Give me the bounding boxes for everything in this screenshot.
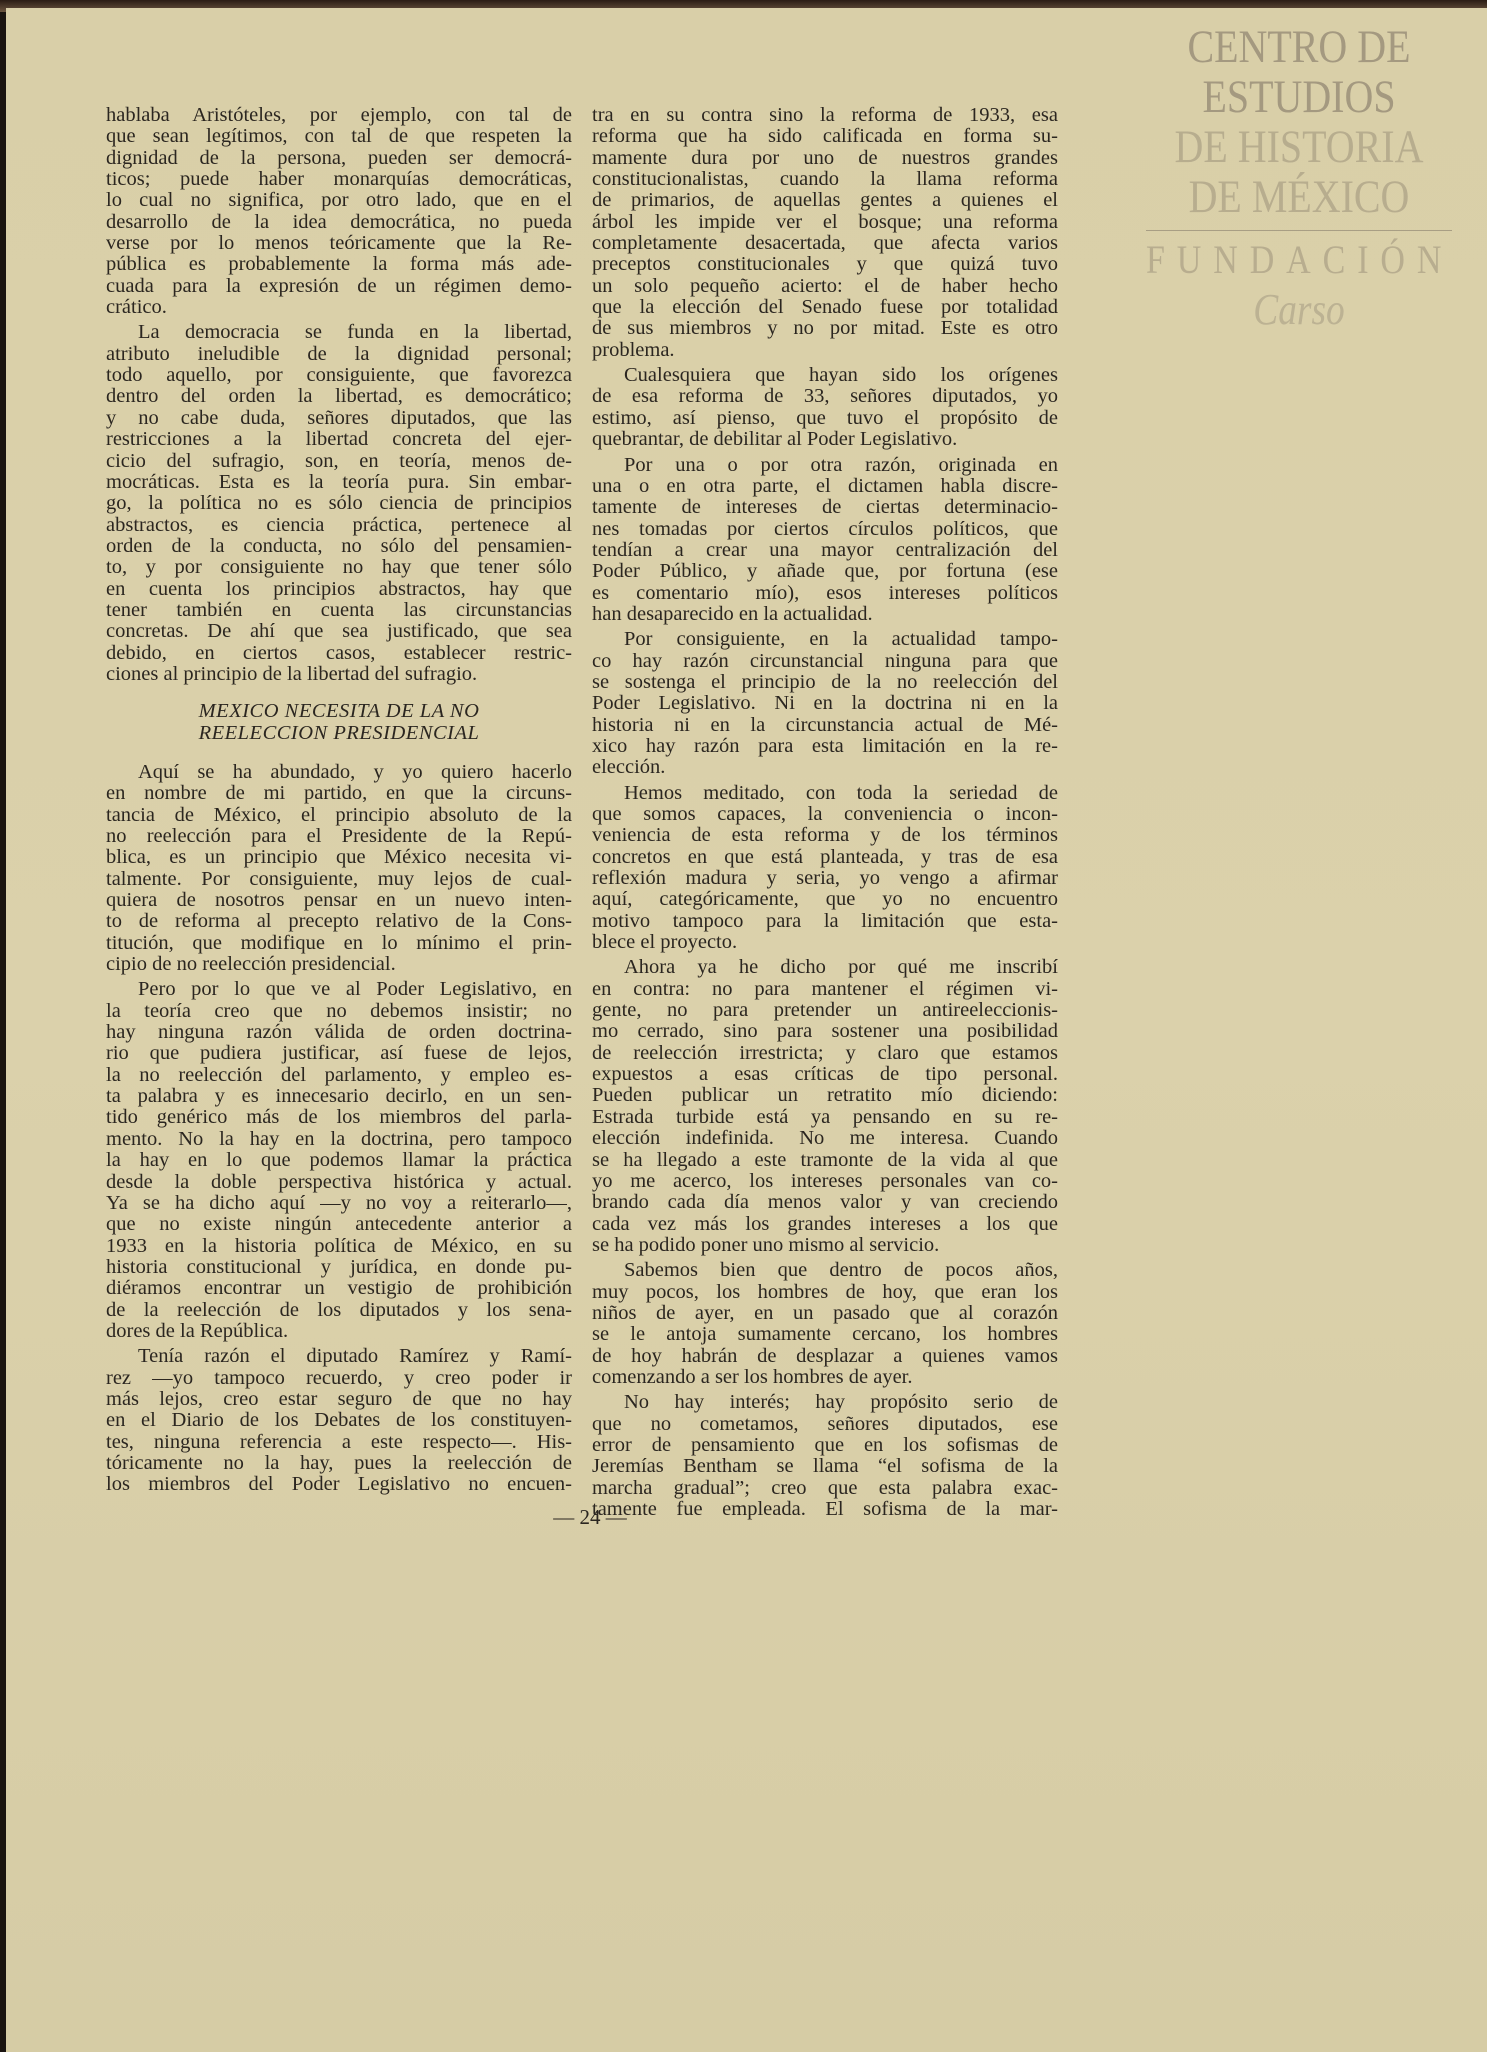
- text-line: tamente de intereses de ciertas determinacio-: [592, 496, 1058, 519]
- text-line: Por consiguiente, en la actualidad tampo-: [624, 628, 1058, 651]
- text-line: gente, no para pretender un antireeleccionis-: [592, 999, 1058, 1022]
- watermark-line: DE MÉXICO: [1188, 171, 1410, 223]
- text-line: quiera de nosotros pensar en un nuevo inten-: [106, 889, 572, 912]
- paragraph: [106, 979, 572, 1342]
- text-line: Poder Legislativo. Ni en la doctrina ni en la: [592, 692, 1058, 715]
- text-line: dentro del orden la libertad, es democrático;: [106, 385, 572, 408]
- text-line: la teoría creo que no debemos insistir; no: [106, 999, 572, 1022]
- text-line: cuada para la expresión de un régimen demo-: [106, 274, 572, 297]
- text-line: orden de la conducta, no sólo del pensamien-: [106, 534, 572, 557]
- text-line: rez —yo tampoco recuerdo, y creo poder ir: [106, 1366, 572, 1389]
- text-line: tener también en cuenta las circunstancias: [106, 598, 572, 621]
- text-line: nes tomadas por ciertos círculos políticos, que: [592, 517, 1058, 540]
- text-line: niños de ayer, en un pasado que al corazón: [592, 1301, 1058, 1324]
- text-line: mamente dura por uno de nuestros grandes: [592, 146, 1058, 169]
- text-line: en nombre de mi partido, en que la circuns-: [106, 782, 572, 805]
- text-line: problema.: [592, 338, 675, 361]
- text-line: Pueden publicar un retratito mío diciendo:: [592, 1084, 1058, 1107]
- watermark-line: FUNDACIÓN: [1146, 237, 1454, 282]
- text-line: Poder Público, y añade que, por fortuna (ese: [592, 560, 1058, 583]
- text-line: tido genérico más de los miembros del parla-: [106, 1106, 572, 1129]
- text-line: comenzando a ser los hombres de ayer.: [592, 1365, 913, 1388]
- text-line: cicio del sufragio, son, en teoría, menos de-: [106, 449, 572, 472]
- text-line: se sostenga el principio de la no reelección del: [592, 670, 1058, 693]
- text-line: todo aquello, por consiguiente, que favorezca: [106, 364, 572, 387]
- text-line: Cualesquiera que hayan sido los orígenes: [624, 364, 1058, 387]
- text-line: reforma que ha sido calificada en forma su-: [592, 125, 1058, 148]
- text-line: cada vez más los grandes intereses a los que: [592, 1212, 1058, 1235]
- text-line: Sabemos bien que dentro de pocos años,: [624, 1259, 1058, 1282]
- text-line: de sus miembros y no por mitad. Este es otro: [592, 317, 1058, 340]
- text-line: expuestos a esas críticas de tipo personal.: [592, 1063, 1058, 1086]
- text-line: restricciones a la libertad concreta del ejer-: [106, 428, 572, 451]
- text-line: un solo pequeño acierto: el de haber hecho: [592, 274, 1058, 297]
- text-line: historia constitucional y jurídica, en donde pu-: [106, 1255, 572, 1278]
- text-line: que somos capaces, la conveniencia o incon-: [592, 803, 1058, 825]
- text-line: en cuenta los principios abstractos, hay que: [106, 577, 572, 600]
- text-line: mento. No la hay en la doctrina, pero tampoco: [106, 1127, 572, 1150]
- text-line: 1933 en la historia política de México, en su: [106, 1234, 572, 1257]
- text-line: más lejos, creo estar seguro de que no hay: [106, 1387, 572, 1410]
- text-line: y no cabe duda, señores diputados, que las: [106, 406, 572, 429]
- text-line: elección.: [592, 756, 666, 779]
- paragraph: [592, 1392, 1058, 1520]
- text-line: crático.: [106, 296, 167, 319]
- text-line: blece el proyecto.: [592, 931, 738, 954]
- text-line: tóricamente no la hay, pues la reelección de: [106, 1451, 572, 1474]
- text-line: que sean legítimos, con tal de que respeten la: [106, 125, 572, 148]
- text-line: ticos; puede haber monarquías democráticas,: [106, 168, 572, 191]
- text-line: se ha podido poner uno mismo al servicio.: [592, 1233, 940, 1256]
- text-line: hay ninguna razón válida de orden doctrina-: [106, 1021, 572, 1044]
- watermark-logo: [1146, 22, 1452, 335]
- text-line: preceptos constitucionales y que quizá tuvo: [592, 253, 1058, 276]
- text-line: se ha llegado a este tramonte de la vida al que: [592, 1148, 1058, 1171]
- text-line: de la reelección de los diputados y los sena-: [106, 1298, 572, 1321]
- text-line: titución, que modifique en lo mínimo el prin-: [106, 931, 572, 954]
- watermark-divider: [1146, 230, 1452, 231]
- text-line: tamente fue empleada. El sofisma de la mar-: [592, 1498, 1058, 1520]
- text-line: historia ni en la circunstancia actual de Mé-: [592, 713, 1058, 736]
- text-line: han desaparecido en la actualidad.: [592, 602, 873, 625]
- text-line: cipio de no reelección presidencial.: [106, 953, 396, 976]
- text-line: ta palabra y es innecesario decirlo, en un sen-: [106, 1085, 572, 1108]
- paragraph: [106, 322, 572, 685]
- text-line: Por una o por otra razón, originada en: [624, 453, 1058, 476]
- text-line: no reelección para el Presidente de la Repú-: [106, 825, 572, 847]
- text-line: concretas. De ahí que sea justificado, que sea: [106, 620, 572, 643]
- text-line: Hemos meditado, con toda la seriedad de: [624, 781, 1058, 804]
- text-line: debido, en ciertos casos, establecer restric-: [106, 641, 572, 664]
- text-line: en contra: no para mantener el régimen vi-: [592, 977, 1058, 1000]
- text-line: co hay razón circunstancial ninguna para que: [592, 649, 1058, 672]
- text-line: que la elección del Senado fuese por totalidad: [592, 296, 1058, 319]
- text-line: se le antoja sumamente cercano, los hombres: [592, 1323, 1058, 1346]
- text-line: de primarios, de aquellas gentes a quienes el: [592, 189, 1058, 212]
- watermark-signature: Carso: [1253, 285, 1345, 334]
- text-line: Jeremías Bentham se llama “el sofisma de la: [592, 1455, 1058, 1478]
- text-line: tendían a crear una mayor centralización del: [592, 538, 1058, 561]
- text-line: elección indefinida. No me interesa. Cuando: [592, 1127, 1058, 1150]
- watermark-line: DE HISTORIA: [1174, 121, 1424, 173]
- watermark-line: ESTUDIOS: [1202, 71, 1396, 123]
- paragraph: [592, 105, 1058, 361]
- page-number: — 24 —: [553, 1505, 627, 1529]
- text-line: una o en otra parte, el dictamen habla discre-: [592, 474, 1058, 497]
- text-line: concretos en que está planteada, y tras de esa: [592, 845, 1058, 868]
- text-line: que no cometamos, señores diputados, ese: [592, 1412, 1058, 1435]
- text-line: la no reelección del parlamento, y empleo es-: [106, 1063, 572, 1086]
- text-line: en el Diario de los Debates de los constituyen-: [106, 1409, 572, 1432]
- text-line: de reelección irrestricta; y claro que estamos: [592, 1041, 1058, 1064]
- text-line: brando cada día menos valor y van creciendo: [592, 1191, 1058, 1214]
- text-line: talmente. Por consiguiente, muy lejos de cual-: [106, 867, 572, 890]
- text-line: error de pensamiento que en los sofismas de: [592, 1433, 1058, 1456]
- text-line: lo cual no significa, por otro lado, que en el: [106, 189, 572, 212]
- text-line: rio que pudiera justificar, así fuese de lejos,: [106, 1042, 572, 1065]
- text-line: tancia de México, el principio absoluto de la: [106, 803, 572, 826]
- text-line: dignidad de la persona, pueden ser democrá-: [106, 146, 572, 169]
- left-column: [106, 105, 572, 1500]
- text-line: mocráticas. Esta es la teoría pura. Sin embar-: [106, 470, 572, 493]
- text-line: to de reforma al precepto relativo de la Cons-: [106, 910, 572, 933]
- text-line: verse por lo menos teóricamente que la Re-: [106, 232, 572, 255]
- text-line: diéramos encontrar un vestigio de prohibición: [106, 1277, 572, 1300]
- text-line: Ya se ha dicho aquí —y no voy a reiterarlo—,: [106, 1191, 572, 1214]
- text-line: ciones al principio de la libertad del sufragio.: [106, 662, 478, 685]
- paragraph: [106, 1346, 572, 1495]
- text-line: veniencia de esta reforma y de los términos: [592, 824, 1058, 847]
- text-line: completamente desacertada, que afecta varios: [592, 232, 1058, 255]
- text-line: es comentario mío), esos intereses políticos: [592, 581, 1058, 604]
- text-line: tra en su contra sino la reforma de 1933, esa: [592, 104, 1058, 126]
- text-line: to, y por consiguiente no hay que tener sólo: [106, 556, 572, 579]
- paragraph: [106, 762, 572, 975]
- text-line: Tenía razón el diputado Ramírez y Ramí-: [138, 1345, 572, 1368]
- text-line: Pero por lo que ve al Poder Legislativo, en: [138, 978, 572, 1001]
- text-line: La democracia se funda en la libertad,: [138, 321, 572, 344]
- text-line: los miembros del Poder Legislativo no encuen-: [106, 1473, 572, 1496]
- text-line: xico hay razón para esta limitación en la re-: [592, 734, 1058, 757]
- text-line: que no existe ningún antecedente anterior a: [106, 1213, 572, 1236]
- text-line: hablaba Aristóteles, por ejemplo, con tal de: [106, 104, 572, 126]
- paragraph: [592, 957, 1058, 1256]
- paragraph: [592, 629, 1058, 778]
- text-line: pública es probablemente la forma más ade-: [106, 253, 572, 276]
- text-line: de esa reforma de 33, señores diputados, yo: [592, 385, 1058, 408]
- text-line: dores de la República.: [106, 1319, 289, 1342]
- text-line: reflexión madura y seria, yo vengo a afirmar: [592, 867, 1058, 890]
- text-line: motivo tampoco para la limitación que esta-: [592, 909, 1058, 932]
- text-line: mo cerrado, sino para sostener una posibilidad: [592, 1020, 1058, 1043]
- section-heading: [106, 701, 572, 744]
- text-line: muy pocos, los hombres de hoy, que eran los: [592, 1280, 1058, 1303]
- text-line: Estrada turbide está ya pensando en su re-: [592, 1105, 1058, 1128]
- text-line: constitucionalistas, cuando la llama reforma: [592, 168, 1058, 191]
- right-column: [592, 105, 1058, 1524]
- text-line: desarrollo de la idea democrática, no pueda: [106, 210, 572, 233]
- paragraph: [592, 365, 1058, 450]
- text-line: quebrantar, de debilitar al Poder Legislativo.: [592, 428, 958, 451]
- text-line: REELECCION PRESIDENCIAL: [198, 721, 480, 744]
- text-line: marcha gradual”; creo que esta palabra exac-: [592, 1476, 1058, 1499]
- text-line: abstractos, es ciencia práctica, pertenece al: [106, 513, 572, 536]
- paragraph: [592, 455, 1058, 626]
- text-line: árbol les impide ver el bosque; una reforma: [592, 210, 1058, 233]
- text-line: MEXICO NECESITA DE LA NO: [198, 700, 480, 723]
- paragraph: [592, 1260, 1058, 1388]
- text-line: go, la política no es sólo ciencia de principios: [106, 492, 572, 515]
- text-line: de hoy habrán de desplazar a quienes vamos: [592, 1344, 1058, 1367]
- text-line: atributo ineludible de la dignidad personal;: [106, 342, 572, 365]
- text-line: la hay en lo que podemos llamar la práctica: [106, 1149, 572, 1172]
- text-line: Ahora ya he dicho por qué me inscribí: [624, 956, 1058, 979]
- text-line: estimo, así pienso, que tuvo el propósito de: [592, 406, 1058, 429]
- text-line: yo me acerco, los intereses personales van co-: [592, 1169, 1058, 1192]
- watermark-line: CENTRO DE: [1187, 21, 1411, 73]
- text-line: desde la doble perspectiva histórica y actual.: [106, 1170, 572, 1193]
- text-line: aquí, categóricamente, que yo no encuentro: [592, 888, 1058, 911]
- paragraph: [106, 105, 572, 318]
- text-line: blica, es un principio que México necesita vi-: [106, 846, 572, 869]
- paragraph: [592, 783, 1058, 954]
- text-line: tes, ninguna referencia a este respecto—. His-: [106, 1430, 572, 1453]
- text-line: Aquí se ha abundado, y yo quiero hacerlo: [138, 760, 572, 783]
- text-line: No hay interés; hay propósito serio de: [624, 1391, 1058, 1414]
